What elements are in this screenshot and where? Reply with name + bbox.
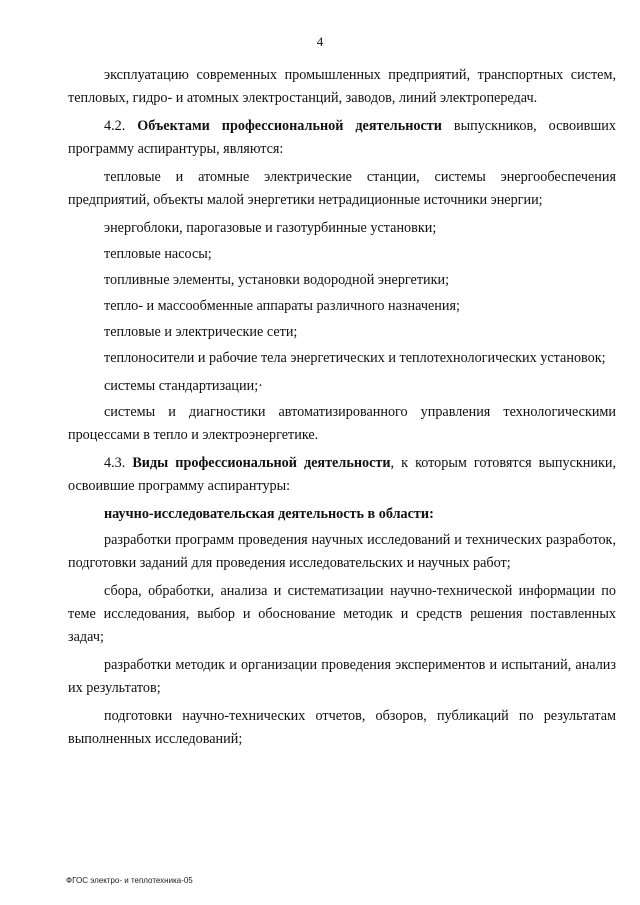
document-body — [68, 64, 616, 756]
list-item-reports: подготовки научно-технических отчетов, обзоров, публикаций по результатам выполненных исследований; — [68, 708, 616, 747]
list-item-coolants: теплоносители и рабочие тела энергетических и теплотехнологических установок; — [104, 350, 606, 366]
list-item-diagnostics: системы и диагностики автоматизированного управления технологическими процессами в тепло и электроэнергетике. — [68, 404, 616, 443]
list-item-experiments: разработки методик и организации проведения экспериментов и испытаний, анализ их результатов; — [68, 657, 616, 696]
section-number-4-3: 4.3. — [104, 455, 126, 471]
subheading-research: научно-исследовательская деятельность в области: — [104, 506, 434, 522]
paragraph-4-3 — [68, 452, 616, 498]
paragraph-4-2 — [68, 115, 616, 161]
list-item-exchangers: тепло- и массообменные аппараты различного назначения; — [104, 298, 460, 314]
list-item-information: сбора, обработки, анализа и систематизации научно-технической информации по теме исследования, выбор и обоснование методик и средств решения поставленных задач; — [68, 583, 616, 645]
section-heading-objects: Объектами профессиональной деятельности — [137, 118, 442, 134]
page-number: 4 — [316, 34, 324, 49]
list-item-networks: тепловые и электрические сети; — [104, 324, 298, 340]
list-item-heat-pumps: тепловые насосы; — [104, 246, 212, 262]
list-item-programs: разработки программ проведения научных исследований и технических разработок, подготовки заданий для проведения исследовательских и научных работ; — [68, 532, 616, 571]
list-item-power-units: энергоблоки, парогазовые и газотурбинные установки; — [104, 220, 437, 236]
paragraph-1: эксплуатацию современных промышленных предприятий, транспортных систем, тепловых, гидро- и атомных электростанций, заводов, линий электропередач. — [68, 67, 616, 106]
section-text-activities: , к которым готовятся выпускники, освоившие программу аспирантуры: — [68, 455, 617, 494]
section-text-objects: выпускников, освоивших программу аспирантуры, являются: — [68, 118, 616, 157]
section-number-4-2: 4.2. — [104, 118, 126, 134]
list-item-stations: тепловые и атомные электрические станции, системы энергообеспечения предприятий, объекты малой энергетики нетрадиционные источники энергии; — [68, 169, 616, 208]
footer-note: ФГОС электро- и теплотехника-05 — [66, 876, 193, 885]
list-item-standardization: системы стандартизации;· — [104, 378, 263, 394]
section-heading-activities: Виды профессиональной деятельности — [132, 455, 391, 471]
list-item-fuel-cells: топливные элементы, установки водородной энергетики; — [104, 272, 450, 288]
